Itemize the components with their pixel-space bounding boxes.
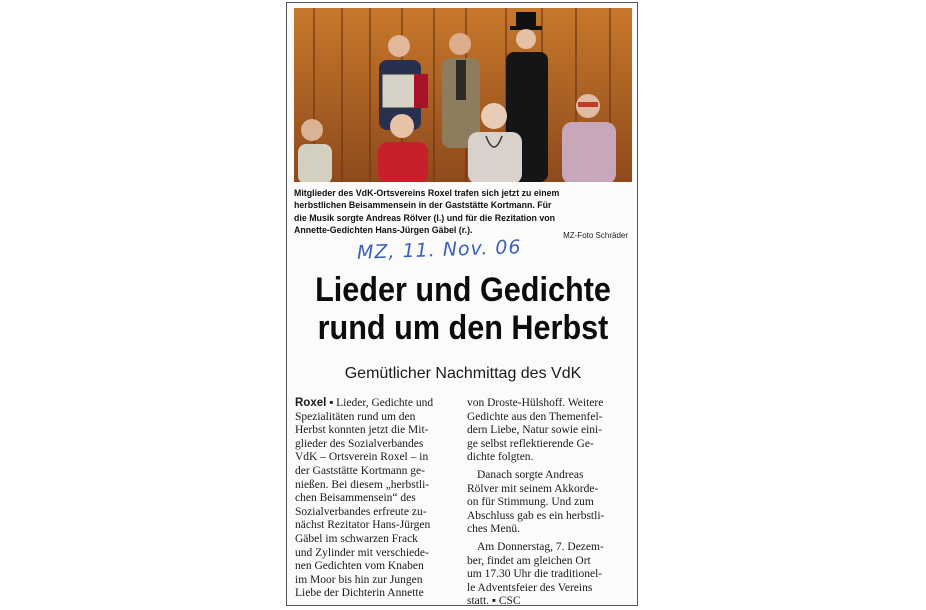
body-line: und Zylinder mit verschiede-	[295, 546, 429, 559]
body-line: dichte folgten.	[467, 451, 534, 464]
headline-line-1: Lieder und Gedichte	[315, 271, 611, 309]
article-column-1	[295, 397, 461, 601]
article-column-2	[467, 397, 633, 609]
body-line: Abschluss gab es ein herbstli-	[467, 509, 605, 522]
body-line	[295, 397, 461, 411]
body-line: um 17.30 Uhr die traditionel-	[467, 568, 603, 581]
body-line: Liebe der Dichterin Annette	[295, 587, 424, 600]
body-line: Gedichte aus den Themenfel-	[467, 410, 603, 423]
body-line: Gäbel im schwarzen Frack	[295, 532, 418, 545]
body-line: von Droste-Hülshoff. Weitere	[467, 397, 604, 409]
caption-line: Mitglieder des VdK-Ortsvereins Roxel trafen sich jetzt zu einem	[294, 188, 560, 199]
caption-line: die Musik sorgte Andreas Rölver (l.) und für die Rezitation von	[294, 212, 556, 224]
photo-caption	[294, 188, 607, 238]
body-line: Am Donnerstag, 7. Dezem-	[477, 540, 604, 553]
body-line: le Adventsfeier des Vereins	[467, 581, 593, 594]
body-line: glieder des Sozialverbandes	[295, 437, 424, 450]
body-line: nen Gedichten vom Knaben	[295, 560, 424, 573]
body-line: ches Menü.	[467, 523, 521, 536]
body-line: im Moor bis hin zur Jungen	[295, 573, 423, 586]
caption-line: Annette-Gedichten Hans-Jürgen Gäbel (r.).	[294, 225, 473, 237]
body-line: nächst Rezitator Hans-Jürgen	[295, 519, 431, 532]
body-line: ge selbst reflektierende Ge-	[467, 437, 594, 450]
article-subheadline: Gemütlicher Nachmittag des VdK	[344, 365, 582, 382]
dateline: Roxel	[295, 397, 327, 409]
body-line: statt. ▪ CSC	[467, 595, 521, 608]
body-line: nießen. Bei diesem „herbstli-	[295, 478, 430, 491]
body-line: chen Beisammensein“ des	[295, 492, 416, 505]
caption-line: herbstlichen Beisammensein in der Gaststätte Kortmann. Für	[294, 200, 552, 212]
article-headline	[305, 271, 622, 347]
body-line: VdK – Ortsverein Roxel – in	[295, 451, 429, 464]
body-line: Herbst konnten jetzt die Mit-	[295, 424, 429, 437]
body-line: ber, findet am gleichen Ort	[467, 554, 591, 567]
body-line: Spezialitäten rund um den	[295, 410, 416, 423]
body-line: on für Stimmung. Und zum	[467, 496, 594, 509]
handwritten-date-note: MZ, 11. Nov. 06	[356, 236, 522, 264]
photo-credit: MZ-Foto Schräder	[563, 231, 628, 240]
headline-line-2: rund um den Herbst	[317, 309, 609, 347]
newspaper-clipping	[286, 2, 638, 606]
body-line: Rölver mit seinem Akkorde-	[467, 482, 599, 495]
body-line: Danach sorgte Andreas	[477, 468, 584, 481]
body-line: der Gaststätte Kortmann ge-	[295, 464, 425, 477]
body-line: dern Liebe, Natur sowie eini-	[467, 424, 603, 437]
body-line: Sozialverbandes erfreute zu-	[295, 505, 427, 518]
body-text: ▪ Lieder, Gedichte und	[326, 397, 434, 409]
article-photo	[294, 8, 632, 182]
